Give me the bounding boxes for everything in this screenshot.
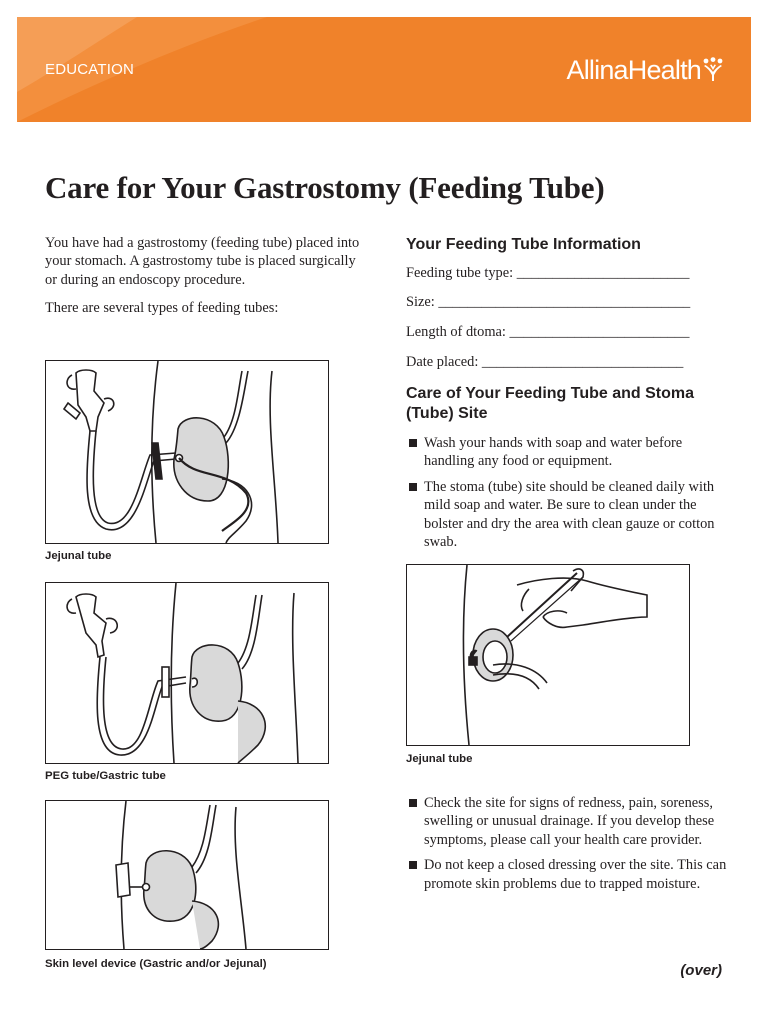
peg-tube-drawing [46, 583, 328, 763]
brand-name: AllinaHealth [566, 55, 701, 85]
caption-peg-tube: PEG tube/Gastric tube [45, 770, 166, 782]
field-feeding-tube-type: Feeding tube type: ________________________ [406, 265, 690, 281]
types-paragraph: There are several types of feeding tubes: [45, 300, 279, 317]
list-item: Check the site for signs of redness, pain, soreness, swelling or unusual drainage. If you develop these symptoms, please call your health care provider. [406, 794, 736, 849]
care-heading: Care of Your Feeding Tube and Stoma (Tube) Site [406, 385, 695, 422]
section-label: EDUCATION [45, 61, 135, 78]
caption-skin-level-device: Skin level device (Gastric and/or Jejunal) [45, 958, 267, 970]
field-length: Length of dtoma: _________________________ [406, 324, 690, 340]
field-size: Size: ___________________________________ [406, 294, 691, 310]
caption-jejunal-tube: Jejunal tube [45, 550, 112, 562]
caption-right-jejunal-tube: Jejunal tube [406, 753, 473, 765]
care-list-top [406, 434, 736, 551]
jejunal-tube-illustration [45, 360, 329, 544]
info-column [406, 234, 736, 370]
page-title: Care for Your Gastrostomy (Feeding Tube) [45, 170, 605, 205]
info-heading: Your Feeding Tube Information [406, 236, 641, 253]
stoma-cleaning-drawing [407, 565, 689, 745]
care-section [406, 384, 736, 558]
peg-tube-illustration [45, 582, 329, 764]
care-section-continued [406, 794, 736, 900]
care-list-bottom [406, 794, 736, 893]
list-item: Wash your hands with soap and water before handling any food or equipment. [406, 434, 736, 471]
list-item: The stoma (tube) site should be cleaned daily with mild soap and water. Be sure to clean under the bolster and dry the area with clean gauze or cotton swab. [406, 478, 736, 552]
intro-paragraph: You have had a gastrostomy (feeding tube) placed into your stomach. A gastrostomy tube is placed surgically or during an endoscopy procedure. [45, 235, 360, 288]
over-label: (over) [680, 962, 722, 979]
allina-health-logo-icon [701, 57, 725, 83]
stoma-cleaning-illustration [406, 564, 690, 746]
field-date-placed: Date placed: ____________________________ [406, 354, 684, 370]
skin-level-device-drawing [46, 801, 328, 949]
intro-column [45, 234, 365, 318]
skin-level-device-illustration [45, 800, 329, 950]
header-banner [17, 17, 751, 122]
list-item: Do not keep a closed dressing over the site. This can promote skin problems due to trapped moisture. [406, 856, 736, 893]
jejunal-tube-drawing [46, 361, 328, 543]
